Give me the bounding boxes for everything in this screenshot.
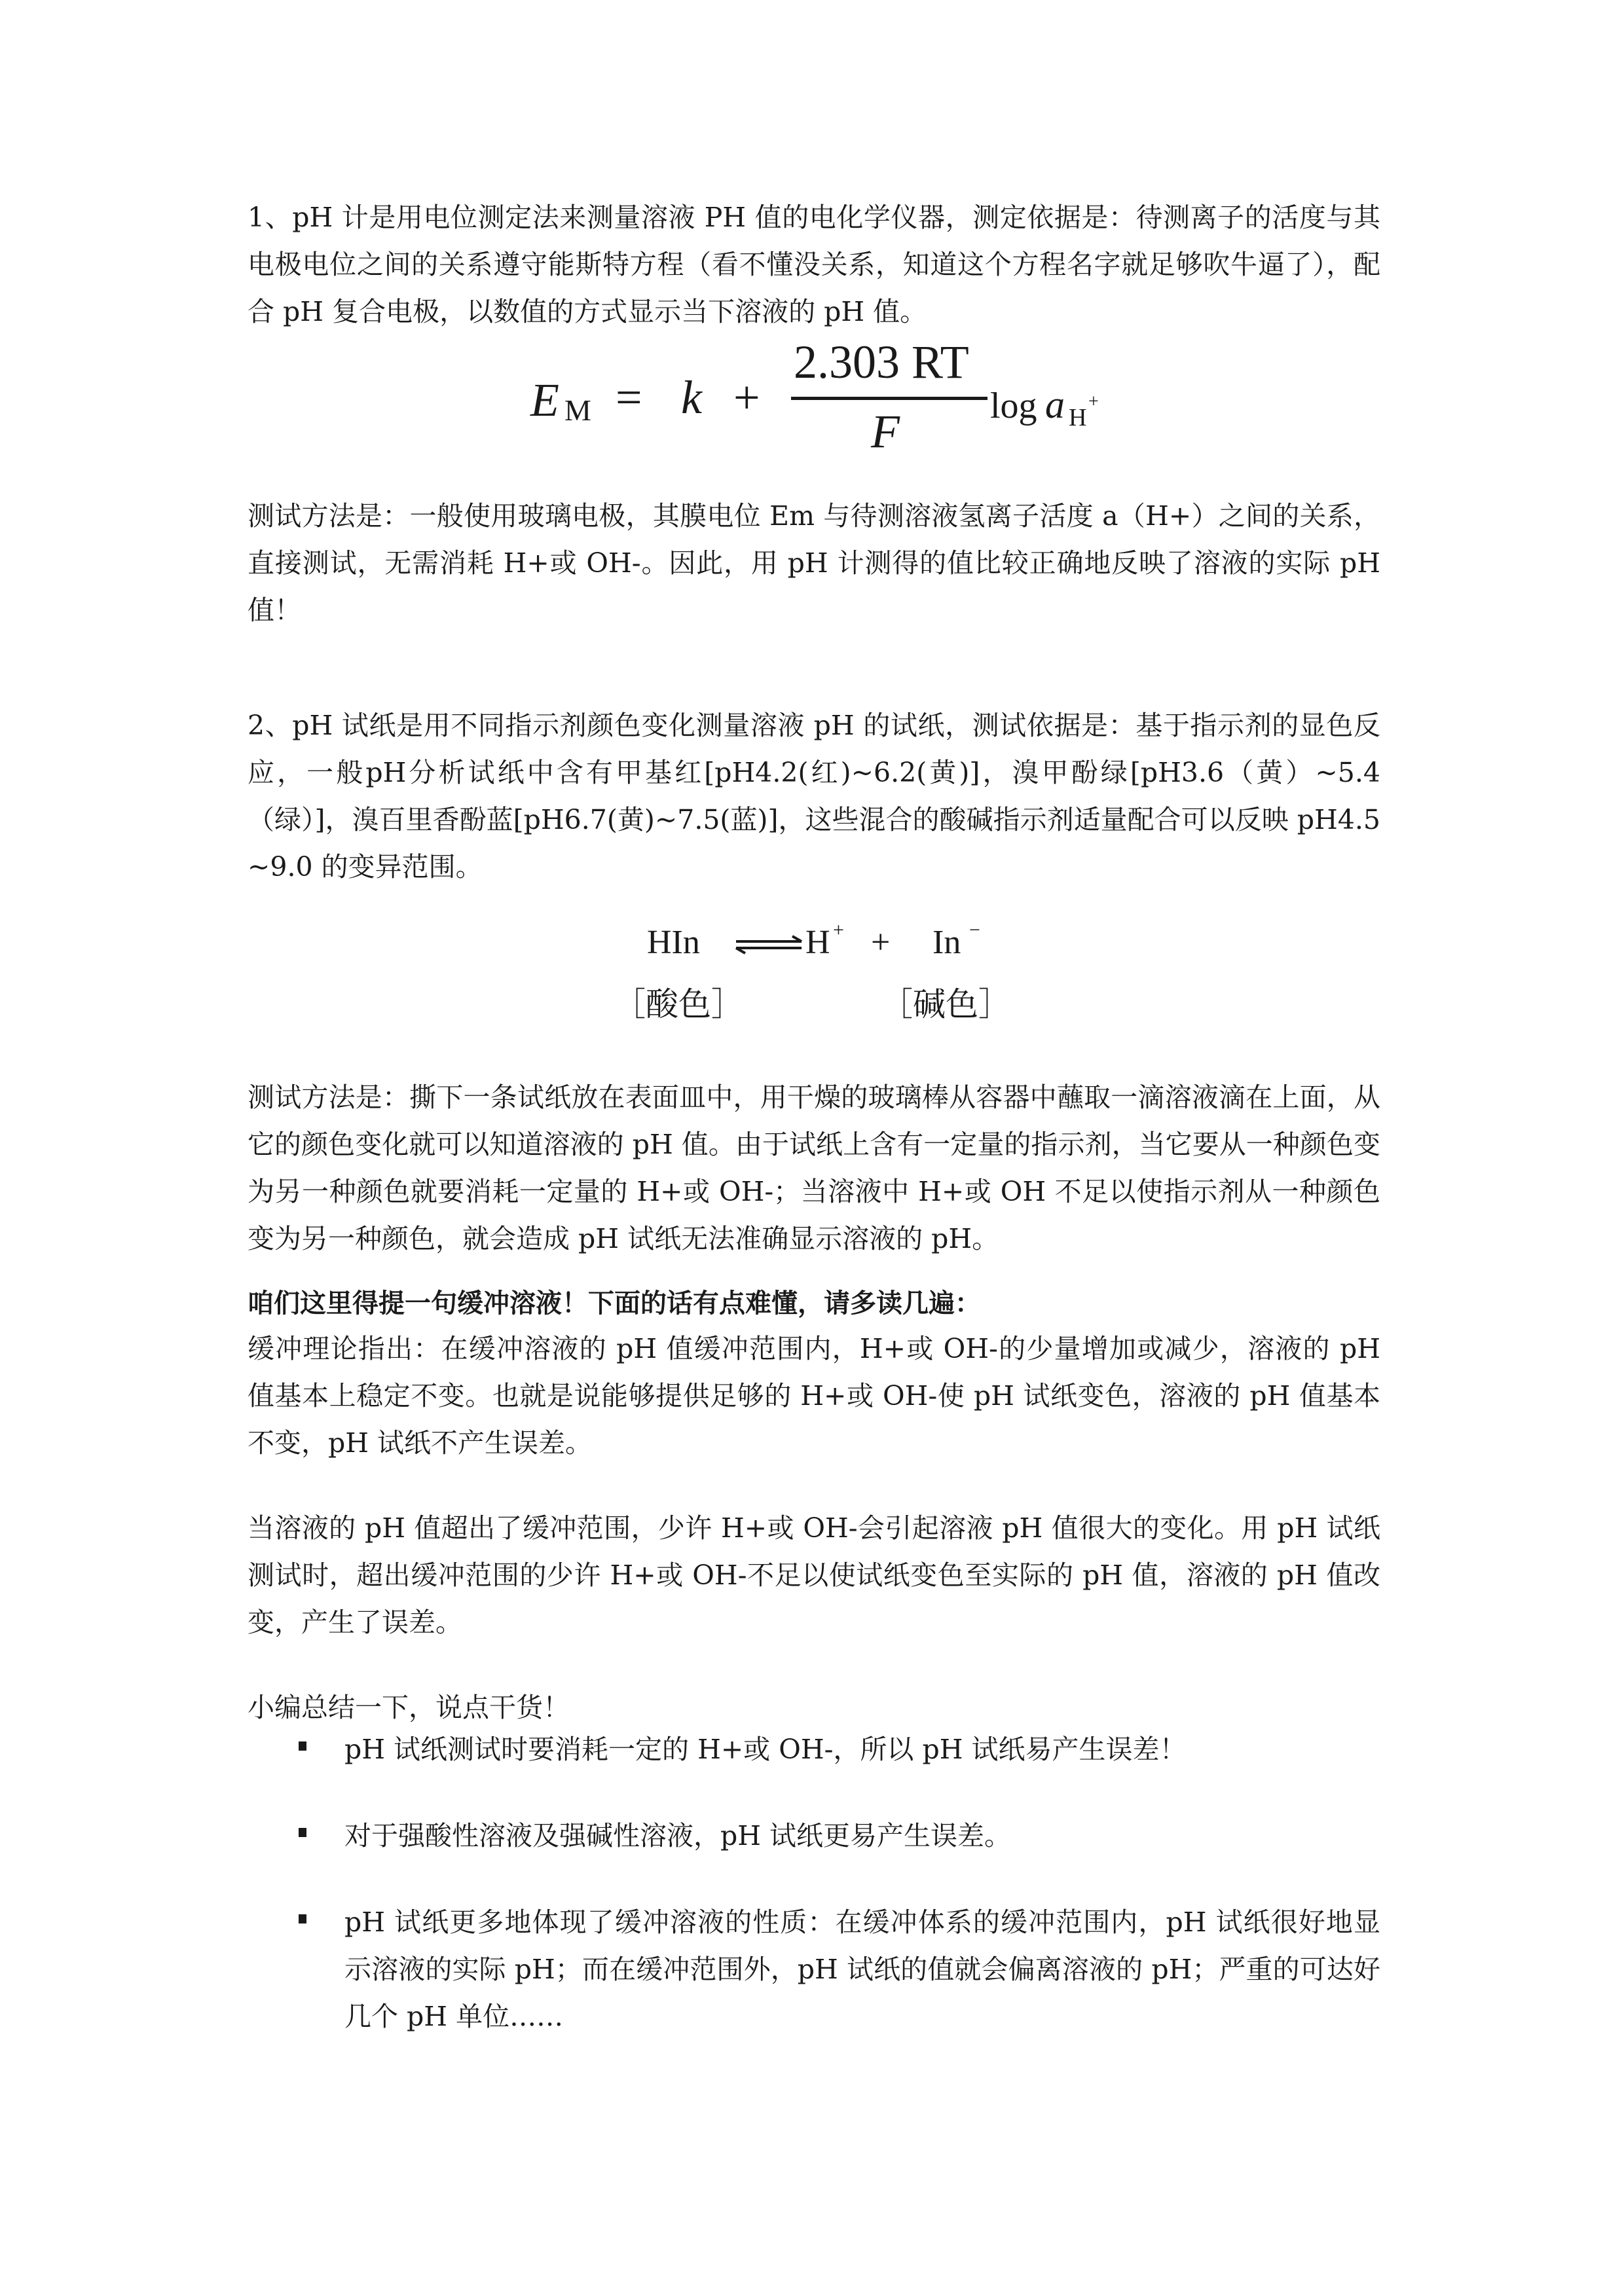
section2-method: 测试方法是：撕下一条试纸放在表面皿中，用干燥的玻璃棒从容器中蘸取一滴溶液滴在上面，从它的颜色变化就可以知道溶液的 pH 值。由于试纸上含有一定量的指示剂，当它要从一种颜色变为另一种颜色就要消耗一定量的 H+或 OH-；当溶液中 H+或 OH 不足以使指示剂从一种颜色变为另一种颜色，就会造成 pH 试纸无法准确显示溶液的 pH。 [248,1082,1380,1254]
formula-activity: a [1045,383,1065,426]
equilibrium-arrow-icon [733,935,805,955]
buffer-theory: 缓冲理论指出：在缓冲溶液的 pH 值缓冲范围内，H+或 OH-的少量增加或减少，溶液的 pH 值基本上稳定不变。也就是说能够提供足够的 H+或 OH-使 pH 试纸变色，溶液的 pH 值基本不变，pH 试纸不产生误差。 [248,1333,1380,1459]
buffer-heading: 咱们这里得提一句缓冲溶液！下面的话有点难懂，请多读几遍： [248,1288,981,1319]
square-bullet-icon [299,1828,306,1837]
summary-bullet-list [248,1726,1380,2032]
formula-k: k [681,371,702,424]
formula-activity-subscript: H [1069,404,1087,431]
base-color-label: ［碱色］ [880,985,1011,1023]
square-bullet-icon [299,1914,306,1923]
formula-lhs: E [530,374,559,426]
formula-log: log [990,386,1037,426]
bullet-text: 对于强酸性溶液及强碱性溶液，pH 试纸更易产生误差。 [344,1820,1012,1851]
equation-reactant: HIn [647,924,700,961]
fraction-bar [791,397,987,400]
bullet-text: pH 试纸更多地体现了缓冲溶液的性质：在缓冲体系的缓冲范围内，pH 试纸很好地显示溶液的实际 pH；而在缓冲范围外，pH 试纸的值就会偏离溶液的 pH；严重的可达好几个 pH 单位…… [344,1906,1380,2032]
indicator-equilibrium [613,919,1048,1034]
summary-heading: 小编总结一下，说点干货！ [248,1692,570,1723]
buffer-beyond-range: 当溶液的 pH 值超出了缓冲范围，少许 H+或 OH-会引起溶液 pH 值很大的变化。用 pH 试纸测试时，超出缓冲范围的少许 H+或 OH-不足以使试纸变色至实际的 pH 值，溶液的 pH 值改变，产生了误差。 [248,1512,1380,1638]
equation-product-in: In [932,924,961,961]
formula-denominator: F [871,405,900,458]
bullet-text: pH 试纸测试时要消耗一定的 H+或 OH-，所以 pH 试纸易产生误差！ [344,1734,1187,1765]
formula-equals: = [616,371,642,424]
formula-lhs-subscript: M [564,393,591,427]
equation-product-h-charge: + [833,919,844,941]
section1-intro: 1、pH 计是用电位测定法来测量溶液 PH 值的电化学仪器，测定依据是：待测离子的活度与其电极电位之间的关系遵守能斯特方程（看不懂没关系，知道这个方程名字就足够吹牛逼了），配合 pH 复合电极，以数值的方式显示当下溶液的 pH 值。 [248,202,1380,327]
square-bullet-icon [299,1741,306,1751]
acid-color-label: ［酸色］ [613,985,744,1023]
section1-method: 测试方法是：一般使用玻璃电极，其膜电位 Em 与待测溶液氢离子活度 a（H+）之间的关系，直接测试，无需消耗 H+或 OH-。因此，用 pH 计测得的值比较正确地反映了溶液的实际 pH 值！ [248,500,1380,626]
formula-activity-superscript: + [1088,392,1099,412]
formula-numerator: 2.303 RT [794,336,969,388]
nernst-equation [524,336,1113,458]
equation-plus: + [871,924,891,961]
equation-product-in-charge: − [969,919,980,941]
section2-intro: 2、pH 试纸是用不同指示剂颜色变化测量溶液 pH 的试纸，测试依据是：基于指示剂的显色反应，一般pH分析试纸中含有甲基红[pH4.2(红)~6.2(黄)]，溴甲酚绿[pH3.6（黄）~5.4（绿）]，溴百里香酚蓝[pH6.7(黄)~7.5(蓝)]，这些混合的酸碱指示剂适量配合可以反映 pH4.5~9.0 的变异范围。 [248,710,1380,883]
formula-plus: + [733,371,760,424]
equation-product-h: H [805,924,830,961]
